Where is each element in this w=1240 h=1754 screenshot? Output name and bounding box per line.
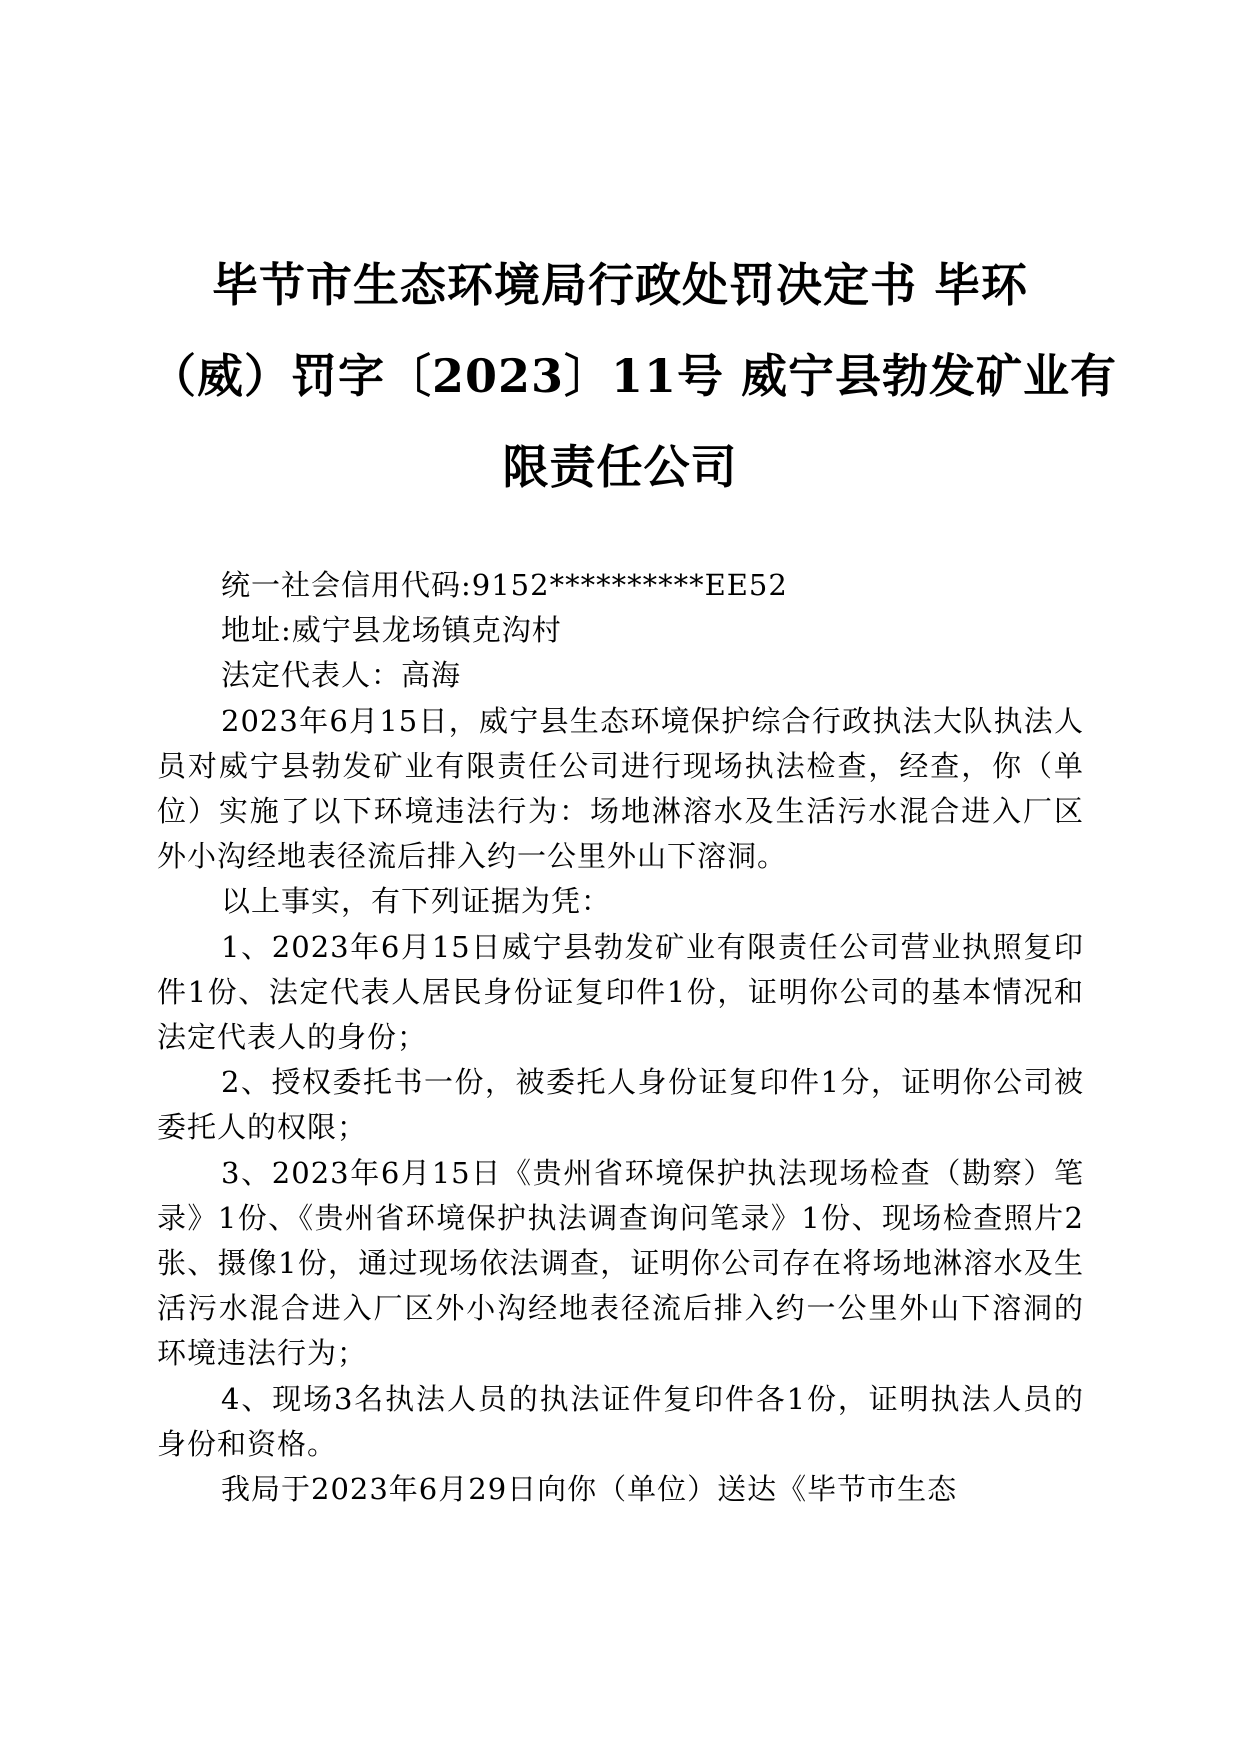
evidence-item-3: 3、2023年6月15日《贵州省环境保护执法现场检查（勘察）笔录》1份、《贵州省环境保护执法调查询问笔录》1份、现场检查照片2张、摄像1份，通过现场依法调查，证明你公司存在将场地淋溶水及生活污水混合进入厂区外小沟经地表径流后排入约一公里外山下溶洞的环境违法行为；	[157, 1155, 1084, 1371]
title-line-1: 毕节市生态环境局行政处罚决定书 毕环	[211, 258, 1028, 312]
evidence-item-2: 2、授权委托书一份，被委托人身份证复印件1分，证明你公司被委托人的权限；	[157, 1065, 1084, 1145]
document-body	[157, 563, 1084, 1512]
violation-paragraph: 2023年6月15日，威宁县生态环境保护综合行政执法大队执法人员对威宁县勃发矿业有限责任公司进行现场执法检查，经查，你（单位）实施了以下环境违法行为：场地淋溶水及生活污水混合进入厂区外小沟经地表径流后排入约一公里外山下溶洞。	[157, 703, 1084, 874]
evidence-item-4: 4、现场3名执法人员的执法证件复印件各1份，证明执法人员的身份和资格。	[157, 1381, 1084, 1461]
evidence-item-1: 1、2023年6月15日威宁县勃发矿业有限责任公司营业执照复印件1份、法定代表人居民身份证复印件1份，证明你公司的基本情况和法定代表人的身份；	[157, 929, 1084, 1055]
credit-code-field: 统一社会信用代码:9152**********EE52	[221, 568, 788, 602]
evidence-intro-paragraph: 以上事实，有下列证据为凭：	[221, 884, 612, 919]
title-line-3: 限责任公司	[502, 440, 738, 494]
document-title	[150, 240, 1118, 513]
title-line-2: （威）罚字〔2023〕11号 威宁县勃发矿业有	[150, 349, 1118, 403]
legal-representative-field: 法定代表人：高海	[221, 658, 462, 693]
address-field: 地址:威宁县龙场镇克沟村	[221, 613, 562, 648]
delivery-paragraph: 我局于2023年6月29日向你（单位）送达《毕节市生态	[221, 1472, 958, 1507]
